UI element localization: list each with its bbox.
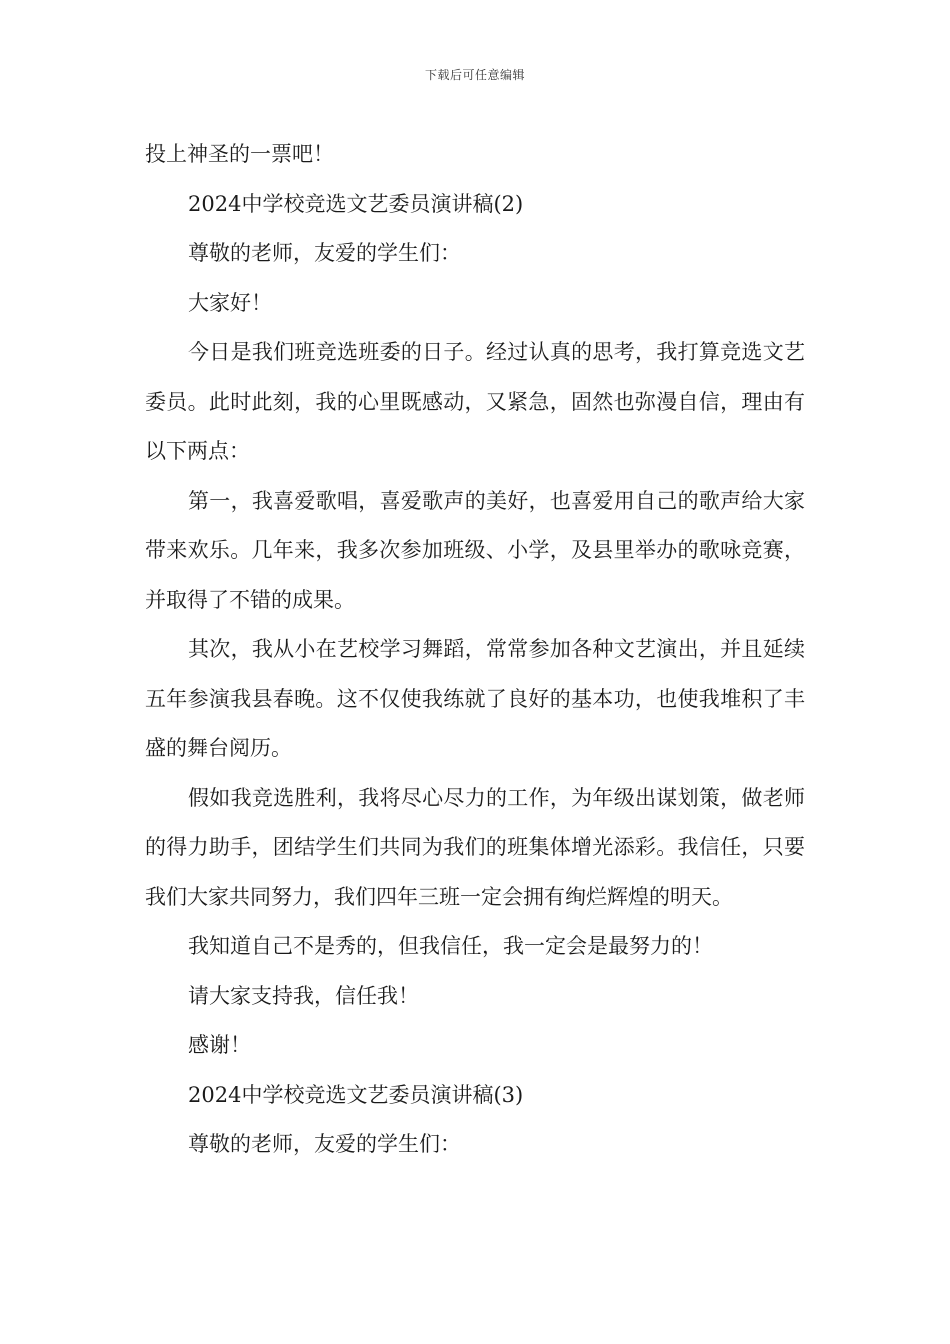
- paragraph: 第一，我喜爱歌唱，喜爱歌声的美好，也喜爱用自己的歌声给大家带来欢乐。几年来，我多次参加班级、小学，及县里举办的歌咏竞赛，并取得了不错的成果。: [145, 488, 805, 612]
- document-body: [145, 130, 805, 1170]
- paragraph: 假如我竞选胜利，我将尽心尽力的工作，为年级出谋划策，做老师的得力助手，团结学生们共同为我们的班集体增光添彩。我信任，只要我们大家共同努力，我们四年三班一定会拥有绚烂辉煌的明天。: [145, 785, 805, 909]
- paragraph: 我知道自己不是秀的，但我信任，我一定会是最努力的！: [188, 934, 713, 958]
- page-header: 下载后可任意编辑: [424, 68, 525, 82]
- paragraph: 今日是我们班竞选班委的日子。经过认真的思考，我打算竞选文艺委员。此时此刻，我的心里既感动，又紧急，固然也弥漫自信，理由有以下两点：: [145, 340, 805, 463]
- section-title: 2024中学校竞选文艺委员演讲稿(2): [188, 191, 524, 216]
- closing: 感谢！: [188, 1033, 251, 1057]
- salutation: 尊敬的老师，友爱的学生们：: [188, 241, 461, 265]
- paragraph: 其次，我从小在艺校学习舞蹈，常常参加各种文艺演出，并且延续五年参演我县春晚。这不仅使我练就了良好的基本功，也使我堆积了丰盛的舞台阅历。: [145, 637, 805, 760]
- greeting: 大家好！: [188, 290, 272, 315]
- salutation: 尊敬的老师，友爱的学生们：: [188, 1132, 461, 1156]
- paragraph: 请大家支持我，信任我！: [188, 983, 419, 1008]
- paragraph: 投上神圣的一票吧！: [145, 142, 334, 166]
- section-title: 2024中学校竞选文艺委员演讲稿(3): [188, 1082, 524, 1107]
